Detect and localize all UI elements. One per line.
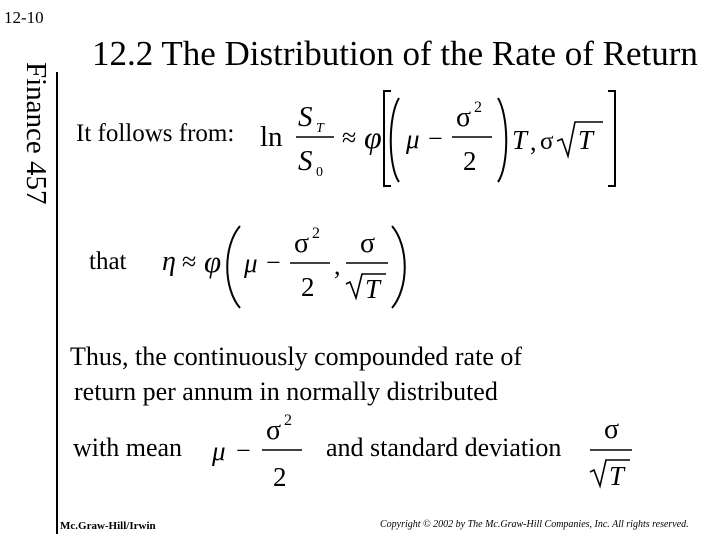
svg-text:σ: σ [360, 228, 376, 259]
svg-text:≈: ≈ [182, 247, 197, 276]
svg-text:0: 0 [316, 165, 323, 180]
equation-eta [160, 218, 420, 312]
that-text: that [89, 248, 127, 275]
svg-text:−: − [236, 436, 251, 465]
svg-text:σ: σ [266, 415, 282, 446]
svg-text:ln: ln [260, 121, 283, 153]
course-label-vertical [12, 62, 52, 262]
std-dev-text: and standard deviation [326, 433, 562, 462]
course-label: Finance 457 [20, 62, 52, 205]
svg-text:−: − [266, 248, 281, 277]
svg-text:T: T [316, 121, 324, 136]
svg-text:μ: μ [406, 124, 420, 154]
paragraph-line-2: return per annum in normally distributed [74, 377, 498, 406]
equation-lognormal [258, 86, 638, 196]
svg-text:T: T [365, 274, 381, 304]
svg-text:2: 2 [284, 412, 292, 429]
svg-text:T: T [578, 125, 594, 155]
svg-text:2: 2 [463, 146, 477, 176]
follows-from-text: It follows from: [76, 120, 235, 147]
svg-text:T: T [512, 125, 528, 155]
svg-text:σ: σ [604, 414, 620, 445]
equation-mean [210, 408, 320, 493]
svg-text:≈: ≈ [342, 123, 357, 152]
svg-text:2: 2 [474, 99, 482, 116]
equation-std-dev [586, 408, 646, 493]
svg-text:φ: φ [364, 119, 382, 155]
svg-text:,: , [334, 251, 341, 280]
svg-text:μ: μ [244, 248, 258, 278]
svg-text:μ: μ [212, 436, 226, 466]
slide-number: 12-10 [4, 8, 44, 27]
svg-text:S: S [298, 101, 313, 133]
svg-text:η: η [162, 246, 176, 277]
with-mean-text: with mean [73, 433, 183, 462]
svg-text:,: , [530, 127, 537, 156]
footer-copyright: Copyright © 2002 by The Mc.Graw-Hill Companies, Inc. All rights reserved. [380, 519, 689, 530]
svg-text:σ: σ [456, 102, 472, 133]
svg-text:S: S [298, 145, 313, 177]
svg-text:T: T [609, 461, 625, 491]
svg-text:φ: φ [204, 244, 222, 279]
vertical-rule [56, 72, 58, 534]
slide-title: 12.2 The Distribution of the Rate of Return [92, 34, 698, 73]
svg-text:−: − [428, 124, 443, 153]
svg-text:2: 2 [301, 272, 315, 302]
footer-publisher: Mc.Graw-Hill/Irwin [60, 520, 156, 532]
svg-text:2: 2 [273, 462, 287, 492]
svg-text:σ: σ [294, 228, 310, 259]
paragraph-line-1: Thus, the continuously compounded rate of [70, 342, 523, 371]
svg-text:2: 2 [312, 225, 320, 242]
svg-text:σ: σ [540, 128, 554, 155]
